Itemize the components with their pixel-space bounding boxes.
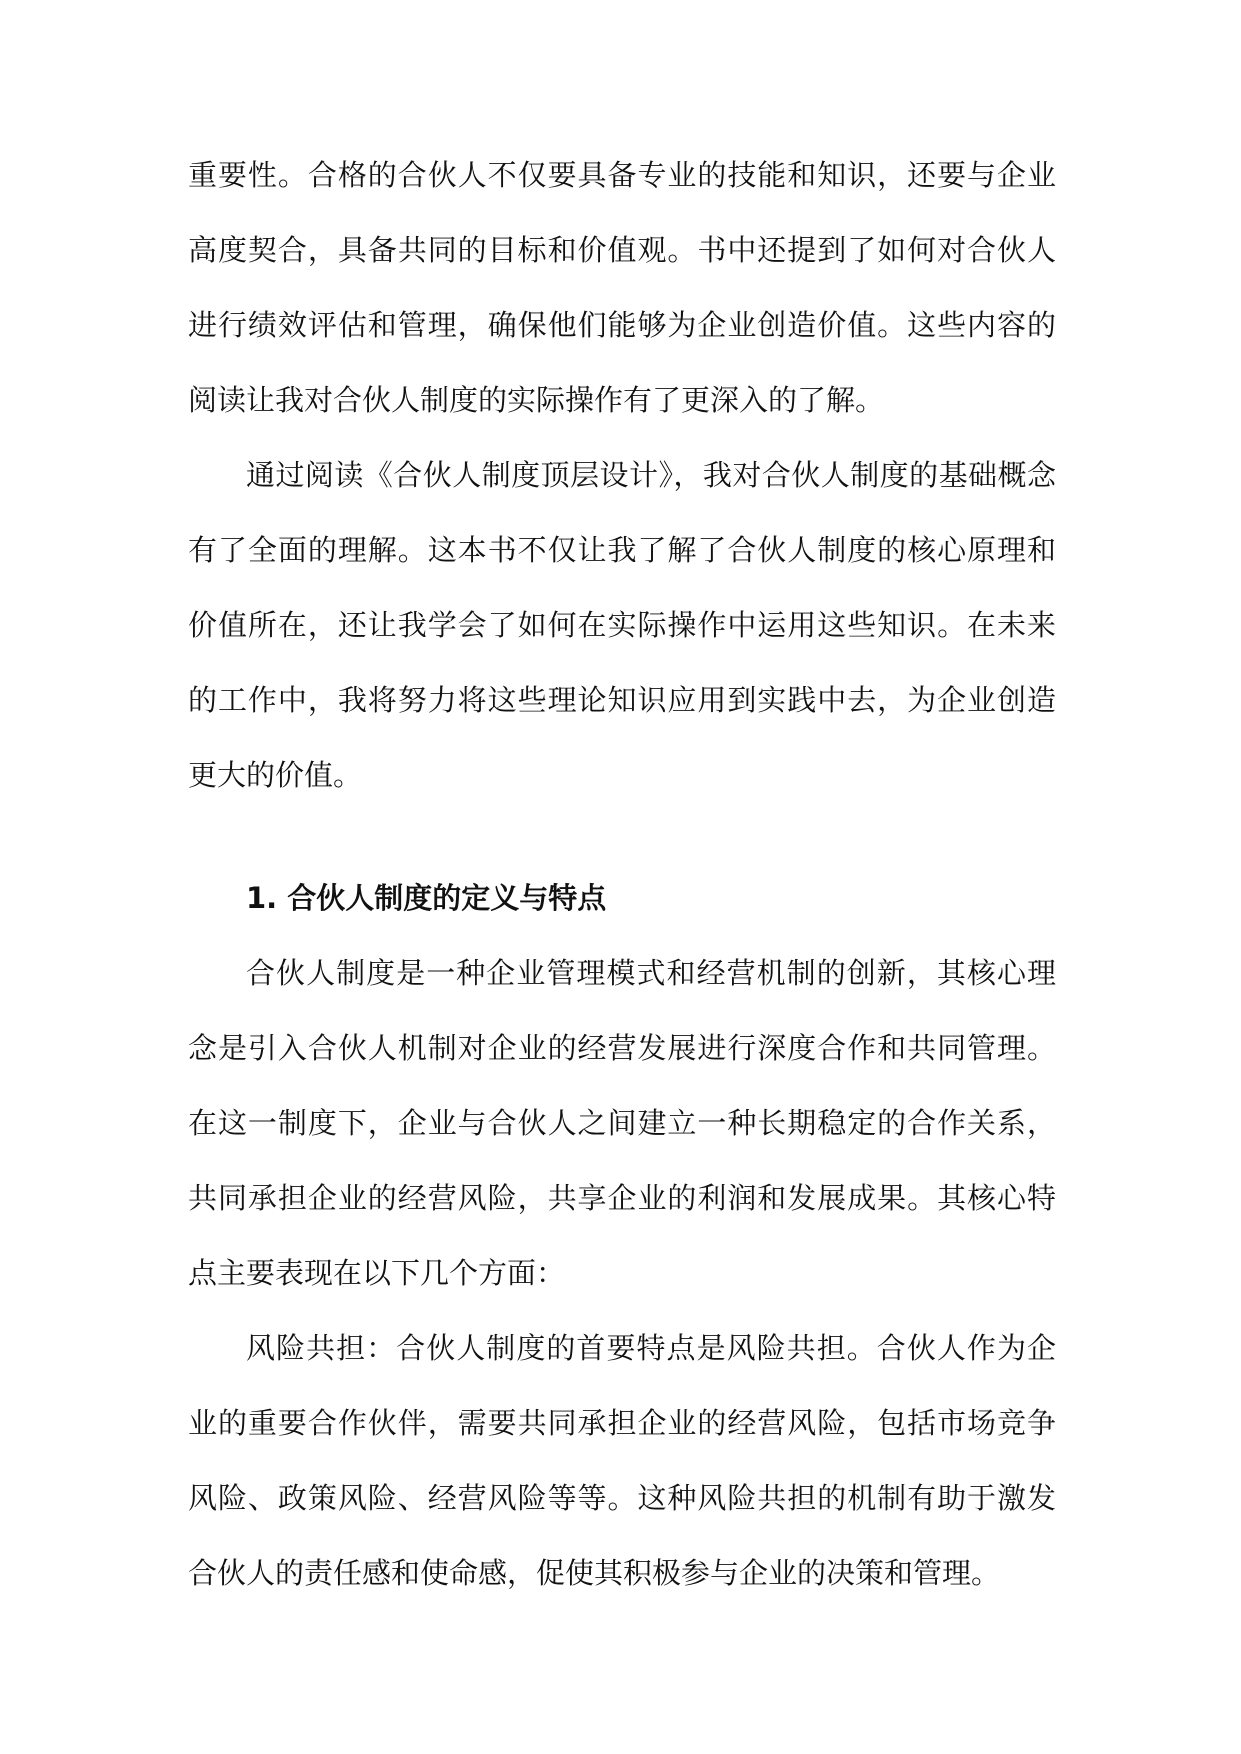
paragraph-risk-sharing: 风险共担：合伙人制度的首要特点是风险共担。合伙人作为企业的重要合作伙伴，需要共同承担企业的经营风险，包括市场竞争风险、政策风险、经营风险等等。这种风险共担的机制有助于激发合伙人的责任感和使命感，促使其积极参与企业的决策和管理。 bbox=[188, 1331, 1056, 1590]
paragraph-definition: 合伙人制度是一种企业管理模式和经营机制的创新，其核心理念是引入合伙人机制对企业的经营发展进行深度合作和共同管理。在这一制度下，企业与合伙人之间建立一种长期稳定的合作关系，共同承担企业的经营风险，共享企业的利润和发展成果。其核心特点主要表现在以下几个方面： bbox=[188, 956, 1056, 1290]
paragraph-reading-summary: 通过阅读《合伙人制度顶层设计》，我对合伙人制度的基础概念有了全面的理解。这本书不仅让我了解了合伙人制度的核心原理和价值所在，还让我学会了如何在实际操作中运用这些知识。在未来的工作中，我将努力将这些理论知识应用到实践中去，为企业创造更大的价值。 bbox=[188, 458, 1056, 792]
document-body bbox=[188, 138, 1056, 1611]
paragraph-continuation: 重要性。合格的合伙人不仅要具备专业的技能和知识，还要与企业高度契合，具备共同的目标和价值观。书中还提到了如何对合伙人进行绩效评估和管理，确保他们能够为企业创造价值。这些内容的阅读让我对合伙人制度的实际操作有了更深入的了解。 bbox=[188, 158, 1056, 417]
section-gap bbox=[188, 813, 1056, 861]
section-heading: 1. 合伙人制度的定义与特点 bbox=[246, 881, 607, 915]
